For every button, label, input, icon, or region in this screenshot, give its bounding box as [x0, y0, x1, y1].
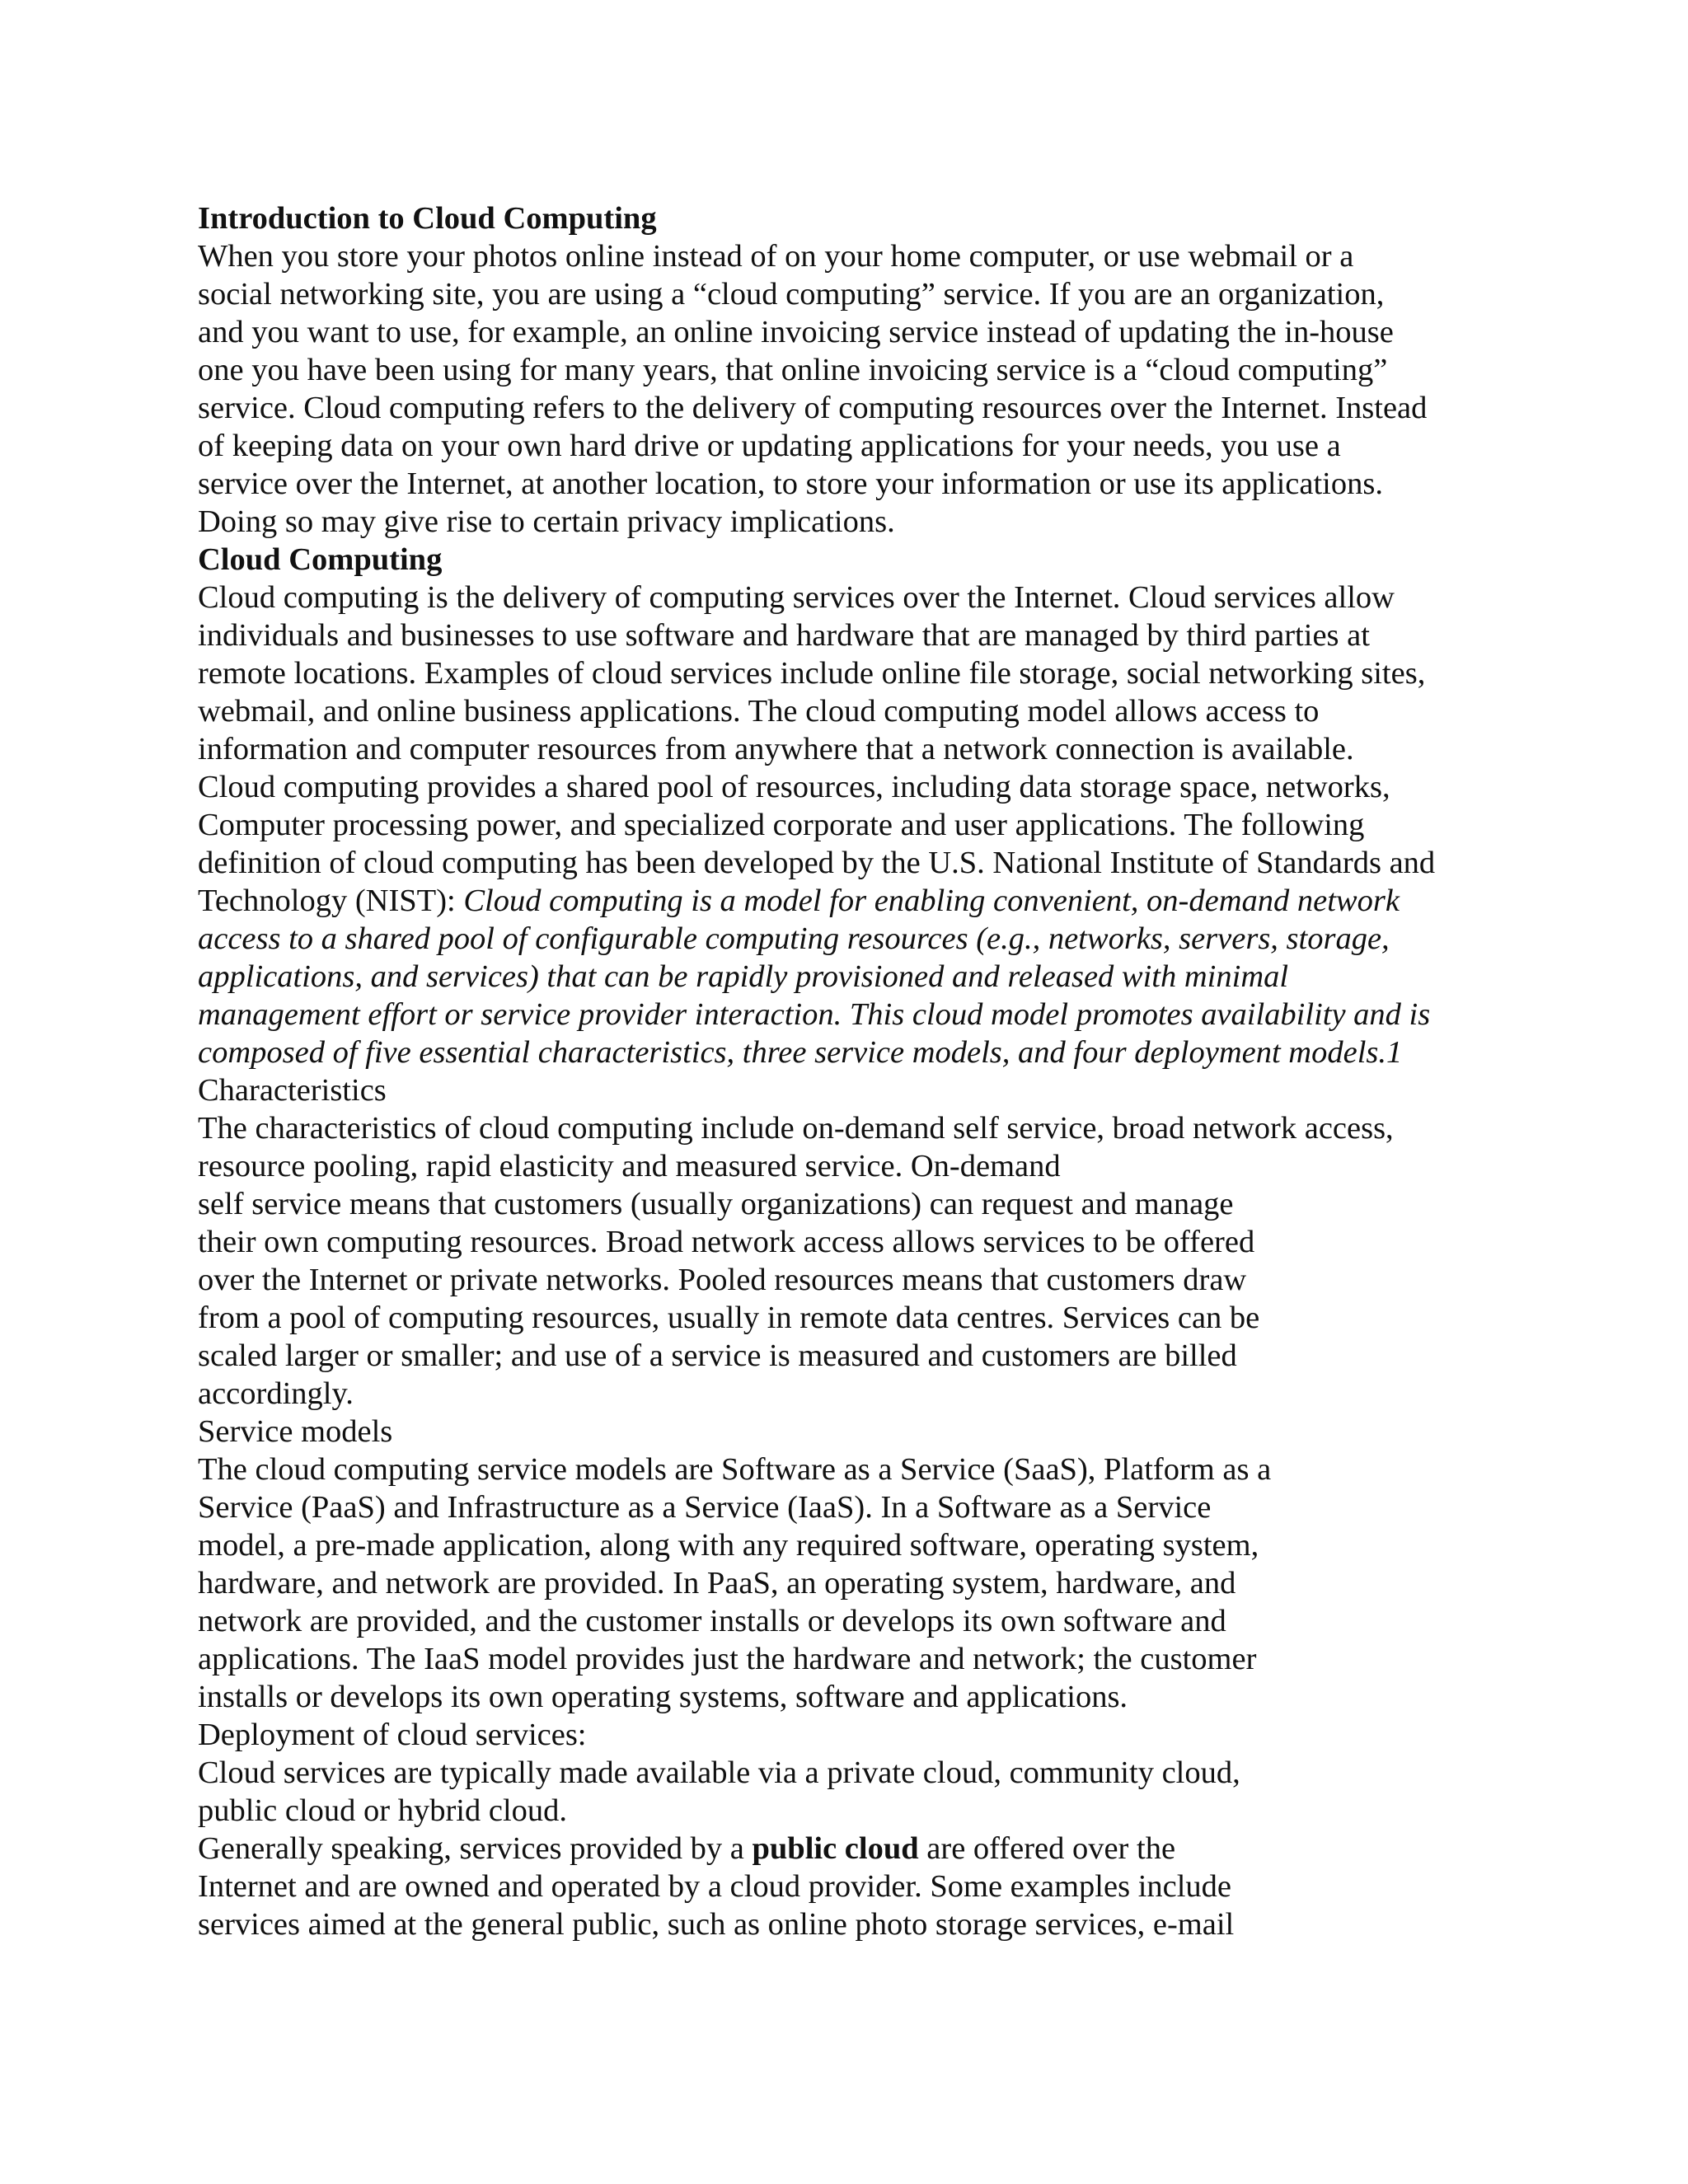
char-line: their own computing resources. Broad network access allows services to be offered [198, 1225, 1255, 1259]
sm-line: applications. The IaaS model provides just the hardware and network; the customer [198, 1642, 1257, 1676]
public-line: Internet and are owned and operated by a cloud provider. Some examples include [198, 1869, 1232, 1904]
nist-definition-line: access to a shared pool of configurable computing resources (e.g., networks, servers, storage, [198, 921, 1390, 956]
char-line: accordingly. [198, 1376, 354, 1411]
public-cloud-term: public cloud [752, 1831, 919, 1866]
characteristics-paragraph [198, 1109, 1533, 1413]
char-line: scaled larger or smaller; and use of a service is measured and customers are billed [198, 1338, 1237, 1373]
sm-line: network are provided, and the customer installs or develops its own software and [198, 1604, 1226, 1638]
nist-line [198, 882, 1533, 920]
intro-line: service over the Internet, at another location, to store your information or use its applications. [198, 466, 1383, 501]
public-suffix: are offered over the [918, 1831, 1176, 1866]
intro-paragraph [198, 237, 1533, 541]
cc-line: Computer processing power, and specialized corporate and user applications. The following [198, 808, 1365, 842]
sm-line: Service (PaaS) and Infrastructure as a Service (IaaS). In a Software as a Service [198, 1490, 1212, 1525]
cloud-computing-heading: Cloud Computing [198, 542, 443, 577]
intro-line: one you have been using for many years, that online invoicing service is a “cloud computing” [198, 353, 1388, 387]
intro-line: of keeping data on your own hard drive or updating applications for your needs, you use a [198, 429, 1341, 463]
sm-line: installs or develops its own operating systems, software and applications. [198, 1680, 1128, 1714]
char-line: resource pooling, rapid elasticity and measured service. On-demand [198, 1149, 1061, 1183]
intro-line: service. Cloud computing refers to the delivery of computing resources over the Internet. Instead [198, 391, 1428, 425]
nist-prefix: Technology (NIST): [198, 883, 464, 918]
service-models-heading: Service models [198, 1414, 393, 1449]
cc-line: webmail, and online business applications. The cloud computing model allows access to [198, 694, 1320, 729]
public-line: services aimed at the general public, such as online photo storage services, e-mail [198, 1907, 1235, 1942]
deployment-paragraph [198, 1754, 1533, 1830]
nist-definition-line: applications, and services) that can be rapidly provisioned and released with minimal [198, 959, 1289, 994]
nist-definition-line: composed of five essential characteristics, three service models, and four deployment models.1 [198, 1035, 1403, 1070]
cc-line: definition of cloud computing has been developed by the U.S. National Institute of Standards and [198, 846, 1436, 880]
dep-line: public cloud or hybrid cloud. [198, 1793, 568, 1828]
dep-line: Cloud services are typically made available via a private cloud, community cloud, [198, 1755, 1240, 1790]
nist-definition-line: management effort or service provider interaction. This cloud model promotes availability and is [198, 997, 1431, 1032]
nist-definition-start: Cloud computing is a model for enabling convenient, on-demand network [463, 883, 1400, 918]
characteristics-heading: Characteristics [198, 1073, 387, 1108]
cc-line: Cloud computing is the delivery of computing services over the Internet. Cloud services allow [198, 580, 1395, 615]
sm-line: model, a pre-made application, along with any required software, operating system, [198, 1528, 1259, 1563]
char-line: The characteristics of cloud computing include on-demand self service, broad network access, [198, 1111, 1394, 1146]
document-page [198, 199, 1533, 1943]
intro-line: and you want to use, for example, an online invoicing service instead of updating the in-house [198, 315, 1394, 349]
char-line: over the Internet or private networks. Pooled resources means that customers draw [198, 1263, 1247, 1297]
public-cloud-paragraph [198, 1830, 1533, 1943]
public-cloud-line [198, 1830, 1533, 1868]
cc-line: Cloud computing provides a shared pool of resources, including data storage space, networks, [198, 770, 1390, 804]
intro-line: Doing so may give rise to certain privacy implications. [198, 504, 895, 539]
sm-line: The cloud computing service models are Software as a Service (SaaS), Platform as a [198, 1452, 1272, 1487]
sm-line: hardware, and network are provided. In PaaS, an operating system, hardware, and [198, 1566, 1236, 1601]
cc-line: remote locations. Examples of cloud services include online file storage, social networking sites, [198, 656, 1426, 691]
char-line: self service means that customers (usually organizations) can request and manage [198, 1187, 1234, 1221]
cc-line: individuals and businesses to use software and hardware that are managed by third parties at [198, 618, 1370, 653]
public-prefix: Generally speaking, services provided by a [198, 1831, 753, 1866]
cloud-computing-paragraph [198, 579, 1533, 1071]
cc-line: information and computer resources from anywhere that a network connection is available. [198, 732, 1354, 766]
intro-line: social networking site, you are using a “cloud computing” service. If you are an organization, [198, 277, 1385, 312]
char-line: from a pool of computing resources, usually in remote data centres. Services can be [198, 1301, 1260, 1335]
deployment-heading: Deployment of cloud services: [198, 1718, 587, 1752]
intro-heading: Introduction to Cloud Computing [198, 201, 657, 236]
intro-line: When you store your photos online instead of on your home computer, or use webmail or a [198, 239, 1354, 274]
service-models-paragraph [198, 1451, 1533, 1716]
